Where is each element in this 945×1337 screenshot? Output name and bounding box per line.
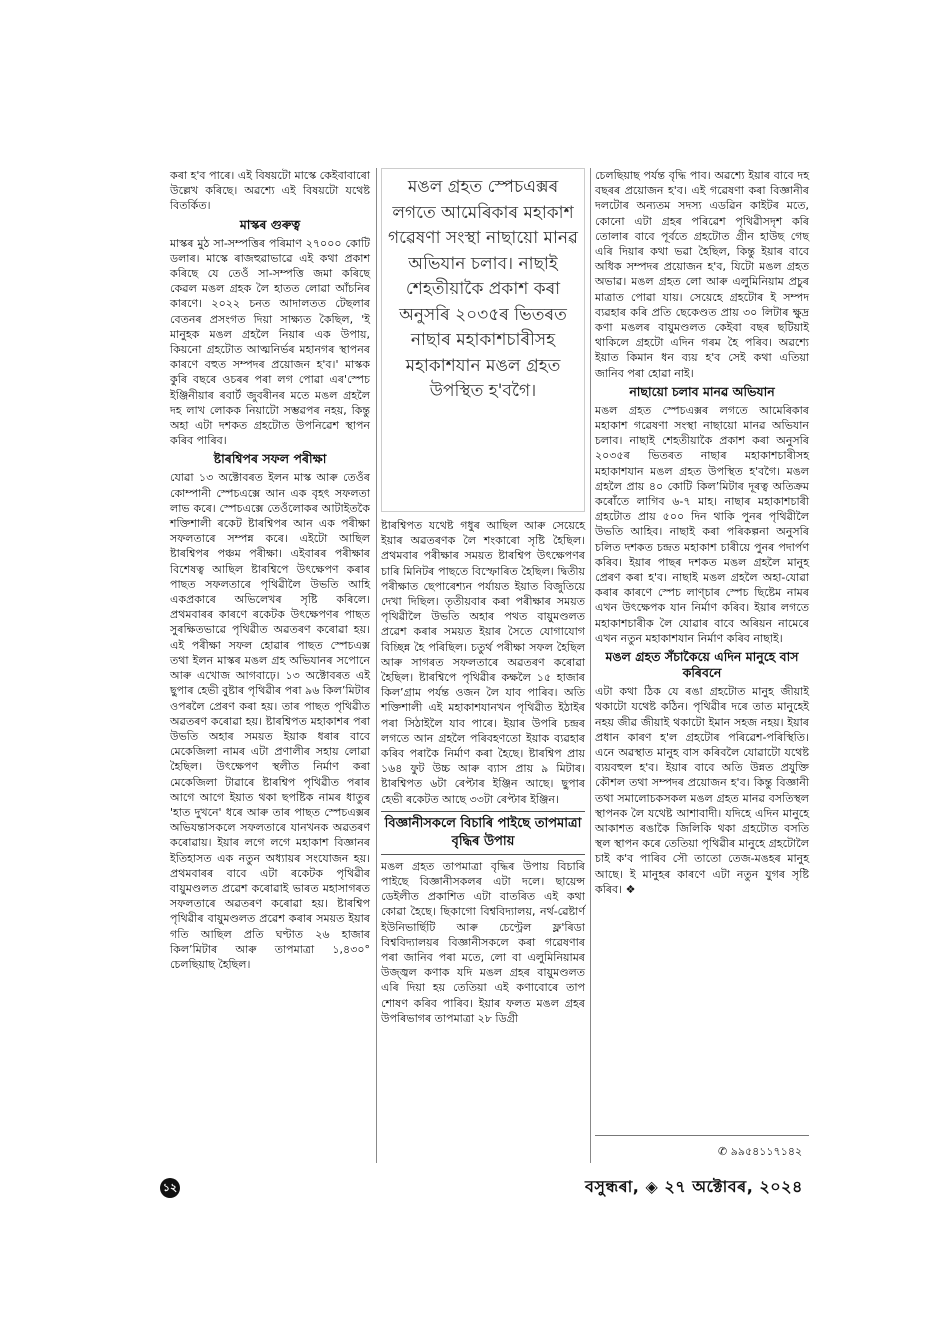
phone-number: ✆ ৯৯৫৪১১৭১৪২: [718, 1145, 803, 1158]
subheading-nasa-mission: নাছায়ো চলাব মানৱ অভিযান: [629, 383, 775, 399]
subheading-live-on-mars: মঙল গ্ৰহত সঁচাকৈয়ে এদিন মানুহে বাস কৰিবনে: [605, 649, 799, 681]
column-divider: [590, 168, 591, 1163]
subheading-temperature: বিজ্ঞানীসকলে বিচাৰি পাইছে তাপমাত্ৰা বৃদ্ধিৰ উপায়: [384, 815, 582, 849]
body-paragraph: কৰা হ'ব পাৰে। এই বিষয়টো মাস্কে কেইবাবাৰো উল্লেখ কৰিছে। অৱশ্যে এই বিষয়টো যথেষ্ট বিতৰ্কিত।: [170, 169, 370, 213]
end-mark-icon: ❖: [625, 882, 636, 896]
subheading-box: [381, 811, 585, 855]
masthead-date: বসুন্ধৰা, ◈ ২৭ অক্টোবৰ, ২০২৪: [585, 1177, 803, 1196]
page-number: ১২: [160, 1178, 180, 1198]
body-paragraph: যোৱা ১৩ অক্টোবৰত ইলন মাস্ক আৰু তেওঁৰ কোম্পানী স্পেচএক্সে আন এক বৃহৎ সফলতা লাভ কৰে। স্পেচএক্সে তেওঁলোকৰ আটাইতকৈ শক্তিশালী ৰকেট ষ্টাৰশ্বিপৰ আন এক পৰীক্ষা সফলতাৰে সম্পন্ন কৰে। এইটো আছিল ষ্টাৰশ্বিপৰ পঞ্চম পৰীক্ষা। এইবাৰৰ পৰীক্ষাৰ বিশেষত্ব আছিল ষ্টাৰশ্বিপে উৎক্ষেপণ কৰাৰ পাছত সফলতাৰে পৃথিৱীলৈ উভতি আহি একপ্ৰকাৰে অভিলেখৰ সৃষ্টি কৰিলে। প্ৰথমবাৰৰ কাৰণে ৰকেটক উৎক্ষেপণৰ পাছত সুৰক্ষিতভাৱে পৃথিৱীত অৱতৰণ কৰোৱা হয়। এই পৰীক্ষা সফল হোৱাৰ পাছত স্পেচএক্স তথা ইলন মাস্কৰ মঙল গ্ৰহ অভিযানৰ সপোনে আৰু এখোজ আগবাঢ়ে। ১৩ অক্টোবৰত এই ছুপাৰ হেভী বুষ্টাৰ পৃথিৱীৰ পৰা ৯৬ কিলʼমিটাৰ ওপৰলৈ প্ৰেৰণ কৰা হয়। তাৰ পাছত পৃথিৱীত অৱতৰণ কৰোৱা হয়। ষ্টাৰশ্বিপত মহাকাশৰ পৰা উভতি অহাৰ সময়ত ইয়াক ধৰাৰ বাবে মেকেজিলা নামৰ এটা প্ৰণালীৰ সহায় লোৱা হৈছিল। উৎক্ষেপণ স্থলীত নিৰ্মাণ কৰা মেকেজিলা টাৱাৰে ষ্টাৰশ্বিপ পৃথিৱীত পৰাৰ আগে আগে ইয়াত থকা ছপষ্টিক নামৰ ধাতুৰ 'হাত দুখনে' ধৰে আৰু তাৰ পাছত স্পেচএক্সৰ অভিযন্তাসকলে সফলতাৰে যানখনক অৱতৰণ কৰোৱায়। ইয়াৰ লগে লগে মহাকাশ বিজ্ঞানৰ ইতিহাসত এক নতুন অধ্যায়ৰ সংযোজন হয়। প্ৰথমবাৰৰ বাবে এটা ৰকেটক পৃথিৱীৰ বায়ুমণ্ডলত প্ৰৱেশ কৰোৱাই ভাৰত মহাসাগৰত সফলতাৰে অৱতৰণ কৰোৱা হয়। ষ্টাৰশ্বিপ পৃথিৱীৰ বায়ুমণ্ডলত প্ৰৱেশ কৰাৰ সময়ত ইয়াৰ গতি আছিল প্ৰতি ঘণ্টাত ২৬ হাজাৰ কিলʼমিটাৰ আৰু তাপমাত্ৰা ১,৪৩০° চেলছিয়াছ হৈছিল।: [170, 471, 371, 971]
body-paragraph: মঙল গ্ৰহত স্পেচএক্সৰ লগতে আমেৰিকাৰ মহাকাশ গৱেষণা সংস্থা নাছায়ো মানৱ অভিযান চলাব। নাছাই শেহতীয়াকৈ প্ৰকাশ কৰা অনুসৰি ২০৩৫ৰ ভিতৰত নাছাৰ মহাকাশচাৰীসহ মহাকাশযান মঙল গ্ৰহত উপস্থিত হ'বগৈ। মঙল গ্ৰহলৈ প্ৰায় ৪০ কোটি কিলʼমিটাৰ দূৰত্ব অতিক্ৰম কৰোঁতে লাগিব ৬-৭ মাহ। নাছাৰ মহাকাশচাৰী গ্ৰহটোত প্ৰায় ৫০০ দিন থাকি পুনৰ পৃথিৱীলৈ উভতি আহিব। নাছাই কৰা পৰিকল্পনা অনুসৰি চলিত দশকত চন্দ্ৰত মহাকাশ চাৰীয়ে পুনৰ পদাৰ্পণ কৰিব। ইয়াৰ পাছৰ দশকত মঙল গ্ৰহলৈ মানুহ প্ৰেৰণ কৰা হ'ব। নাছাই মঙল গ্ৰহলৈ অহা-যোৱা কৰাৰ কাৰণে স্পেচ লাণ্চাৰ স্পেচ ছিষ্টেম নামৰ এখন উৎক্ষেপক যান নিৰ্মাণ কৰিব। ইয়াৰ লগতে মহাকাশচাৰীক লৈ যোৱাৰ বাবে অৰিয়ন নামেৰে এখন নতুন মহাকাশযান নিৰ্মাণ কৰিব নাছাই।: [595, 403, 809, 645]
right-column: [595, 168, 809, 899]
body-paragraph: [595, 684, 809, 897]
closing-paragraph: এটা কথা ঠিক যে ৰঙা গ্ৰহটোত মানুহ জীয়াই থকাটো যথেষ্ট কঠিন। পৃথিৱীৰ দৰে তাত মানুহেই নহয় জীৱ জীয়াই থকাটো ইমান সহজ নহয়। ইয়াৰ প্ৰধান কাৰণ হ'ল গ্ৰহটোৰ পৰিৱেশ-পৰিস্থিতি। এনে অৱস্থাত মানুহ বাস কৰিবলৈ যোৱাটো যথেষ্ট ব্যয়বহুল হ'ব। ইয়াৰ বাবে অতি উন্নত প্ৰযুক্তি কৌশল তথা সম্পদৰ প্ৰয়োজন হ'ব। কিন্তু বিজ্ঞানী তথা সমালোচকসকল মঙল গ্ৰহত মানৱ বসতিস্থল স্থাপনক লৈ যথেষ্ট আশাবাদী। যদিহে এদিন মানুহে আকাশত ৰঙাকৈ জিলিকি থকা গ্ৰহটোত বসতি স্থল স্থাপন কৰে তেতিয়া পৃথিৱীৰ মানুহে গ্ৰহটোলৈ চাই ক'ব পাৰিব সৌ তাতো তেজ-মঙহৰ মানুহ আছে। ই মানুহৰ কাৰণে এটা নতুন যুগৰ সৃষ্টি কৰিব।: [595, 685, 809, 896]
column-divider: [376, 168, 377, 1163]
body-paragraph: ষ্টাৰশ্বিপত যথেষ্ট গধুৰ আছিল আৰু সেয়েহে ইয়াৰ অৱতৰণক লৈ শংকাৰো সৃষ্টি হৈছিল। প্ৰথমবাৰ পৰীক্ষাৰ সময়ত ষ্টাৰশ্বিপ উৎক্ষেপণৰ চাৰি মিনিটৰ পাছতে বিস্ফোৰিত হৈছিল। দ্বিতীয় পৰীক্ষাত ছেপাৰেশ্যন পৰ্যায়ত ইয়াত বিজুতিয়ে দেখা দিছিল। তৃতীয়বাৰ কৰা পৰীক্ষাৰ সময়ত পৃথিৱীলৈ উভতি অহাৰ পথত বায়ুমণ্ডলত প্ৰৱেশ কৰাৰ সময়ত ইয়াৰ সৈতে যোগাযোগ বিচ্ছিন্ন হৈ পৰিছিল। চতুৰ্থ পৰীক্ষা সফল হৈছিল আৰু সাগৰত সফলতাৰে অৱতৰণ কৰোৱা হৈছিল। ষ্টাৰশ্বিপে পৃথিৱীৰ কক্ষলৈ ১৫ হাজাৰ কিলʼগ্ৰাম পৰ্যন্ত ওজন লৈ যাব পাৰিব। অতি শক্তিশালী এই মহাকাশযানখন পৃথিৱীত ইঠাইৰ পৰা সিঠাইলৈ যাব পাৰে। ইয়াৰ উপৰি চন্দ্ৰৰ লগতে আন গ্ৰহলৈ পৰিবহণতো ইয়াক ব্যৱহাৰ কৰিব পৰাকৈ নিৰ্মাণ কৰা হৈছে। ষ্টাৰশ্বিপ প্ৰায় ১৬৪ ফুট উচ্চ আৰু ব্যাস প্ৰায় ৯ মিটাৰ। ষ্টাৰশ্বিপত ৬টা ৰেপ্টাৰ ইঞ্জিন আছে। ছুপাৰ হেভী ৰকেটত আছে ৩৩টা ৰেপ্টাৰ ইঞ্জিন।: [381, 519, 585, 806]
middle-column: [381, 518, 585, 1028]
body-paragraph: চেলছিয়াছ পৰ্যন্ত বৃদ্ধি পাব। অৱশ্যে ইয়াৰ বাবে দহ বছৰৰ প্ৰয়োজন হ'ব। এই গৱেষণা কৰা বিজ্ঞানীৰ দলটোৰ অন্যতম সদস্য এডৱিন কাইটৰ মতে, কোনো এটা গ্ৰহৰ পৰিৱেশ পৃথিৱীসদৃশ কৰি তোলাৰ বাবে পূৰ্বতে গ্ৰহটোত গ্ৰীন হাউছ গেছ এৰি দিয়াৰ কথা ভৱা হৈছিল, কিন্তু ইয়াৰ বাবে অধিক সম্পদৰ প্ৰয়োজন হ'ব, যিটো মঙল গ্ৰহত অভাৱ। মঙল গ্ৰহত লো আৰু এলুমিনিয়াম প্ৰচুৰ মাত্ৰাত পোৱা যায়। সেয়েহে গ্ৰহটোৰ ই সম্পদ ব্যৱহাৰ কৰি প্ৰতি ছেকেণ্ডত প্ৰায় ৩০ লিটাৰ ক্ষুদ্ৰ কণা মঙলৰ বায়ুমণ্ডলত কেইবা বছৰ ছটিয়াই থাকিলে গ্ৰহটো এদিন গৰম হৈ পৰিব। অৱশ্যে ইয়াত কিমান ধন ব্যয় হ'ব সেই কথা এতিয়া জানিব পৰা হোৱা নাই।: [595, 169, 809, 380]
end-rule: [595, 1135, 809, 1136]
pull-quote: মঙল গ্ৰহত স্পেচএক্সৰ লগতে আমেৰিকাৰ মহাকাশ গৱেষণা সংস্থা নাছায়ো মানৱ অভিযান চলাব। নাছাই শেহতীয়াকৈ প্ৰকাশ কৰা অনুসৰি ২০৩৫ৰ ভিতৰত নাছাৰ মহাকাশচাৰীসহ মহাকাশযান মঙল গ্ৰহত উপস্থিত হ'বগৈ।: [388, 177, 578, 401]
body-paragraph: মাস্কৰ মুঠ সা-সম্পত্তিৰ পৰিমাণ ২৭০০০ কোটি ডলাৰ। মাস্কে ৰাজহুৱাভাৱে এই কথা প্ৰকাশ কৰিছে যে তেওঁ সা-সম্পত্তি জমা কৰিছে কেৱল মঙল গ্ৰহক লৈ হাতত লোৱা আঁচনিৰ কাৰণে। ২০২২ চনত আদালতত টেছলাৰ বেতনৰ প্ৰসংগত দিয়া সাক্ষ্যত কৈছিল, 'ই মানুহক মঙল গ্ৰহলৈ নিয়াৰ এক উপায়, কিয়নো গ্ৰহটোত আত্মনিৰ্ভৰ মহানগৰ স্থাপনৰ কাৰণে বহুত সম্পদৰ প্ৰয়োজন হ'ব।' মাস্কক কুৰি বছৰে ওচৰৰ পৰা লগ পোৱা এৰ'স্পেচ ইঞ্জিনীয়াৰ ৰবাৰ্ট জুবৰীনৰ মতে মঙল গ্ৰহলৈ দহ লাখ লোকক নিয়াটো সম্ভৱপৰ নহয়, কিন্তু অহা এটা দশকত গ্ৰহটোত উপনিৱেশ স্থাপন কৰিব পাৰিব।: [170, 236, 370, 448]
body-paragraph: মঙল গ্ৰহত তাপমাত্ৰা বৃদ্ধিৰ উপায় বিচাৰি পাইছে বিজ্ঞানীসকলৰ এটা দলে। ছায়েন্স ডেইলীত প্ৰকাশিত এটা বাতৰিত এই কথা কোৱা হৈছে। ছিকাগো বিশ্ববিদ্যালয়, নৰ্থ-ৱেষ্টাৰ্ণ ইউনিভাৰ্ছিটি আৰু চেণ্ট্ৰেল ফ্ল'ৰিডা বিশ্ববিদ্যালয়ৰ বিজ্ঞানীসকলে কৰা গৱেষণাৰ পৰা জানিব পৰা মতে, লো বা এলুমিনিয়ামৰ উজ্জ্বল কণাক যদি মঙল গ্ৰহৰ বায়ুমণ্ডলত এৰি দিয়া হয় তেতিয়া এই কণাবোৰে তাপ শোষণ কৰিব পাৰিব। ইয়াৰ ফলত মঙল গ্ৰহৰ উপৰিভাগৰ তাপমাত্ৰা ২৮ ডিগ্ৰী: [381, 859, 585, 1025]
left-column: [170, 168, 370, 974]
pull-quote-box: [381, 168, 585, 512]
subheading-starship-test: ষ্টাৰশ্বিপৰ সফল পৰীক্ষা: [213, 451, 327, 467]
subheading-musk-importance: মাস্কৰ গুৰুত্ব: [239, 216, 301, 232]
